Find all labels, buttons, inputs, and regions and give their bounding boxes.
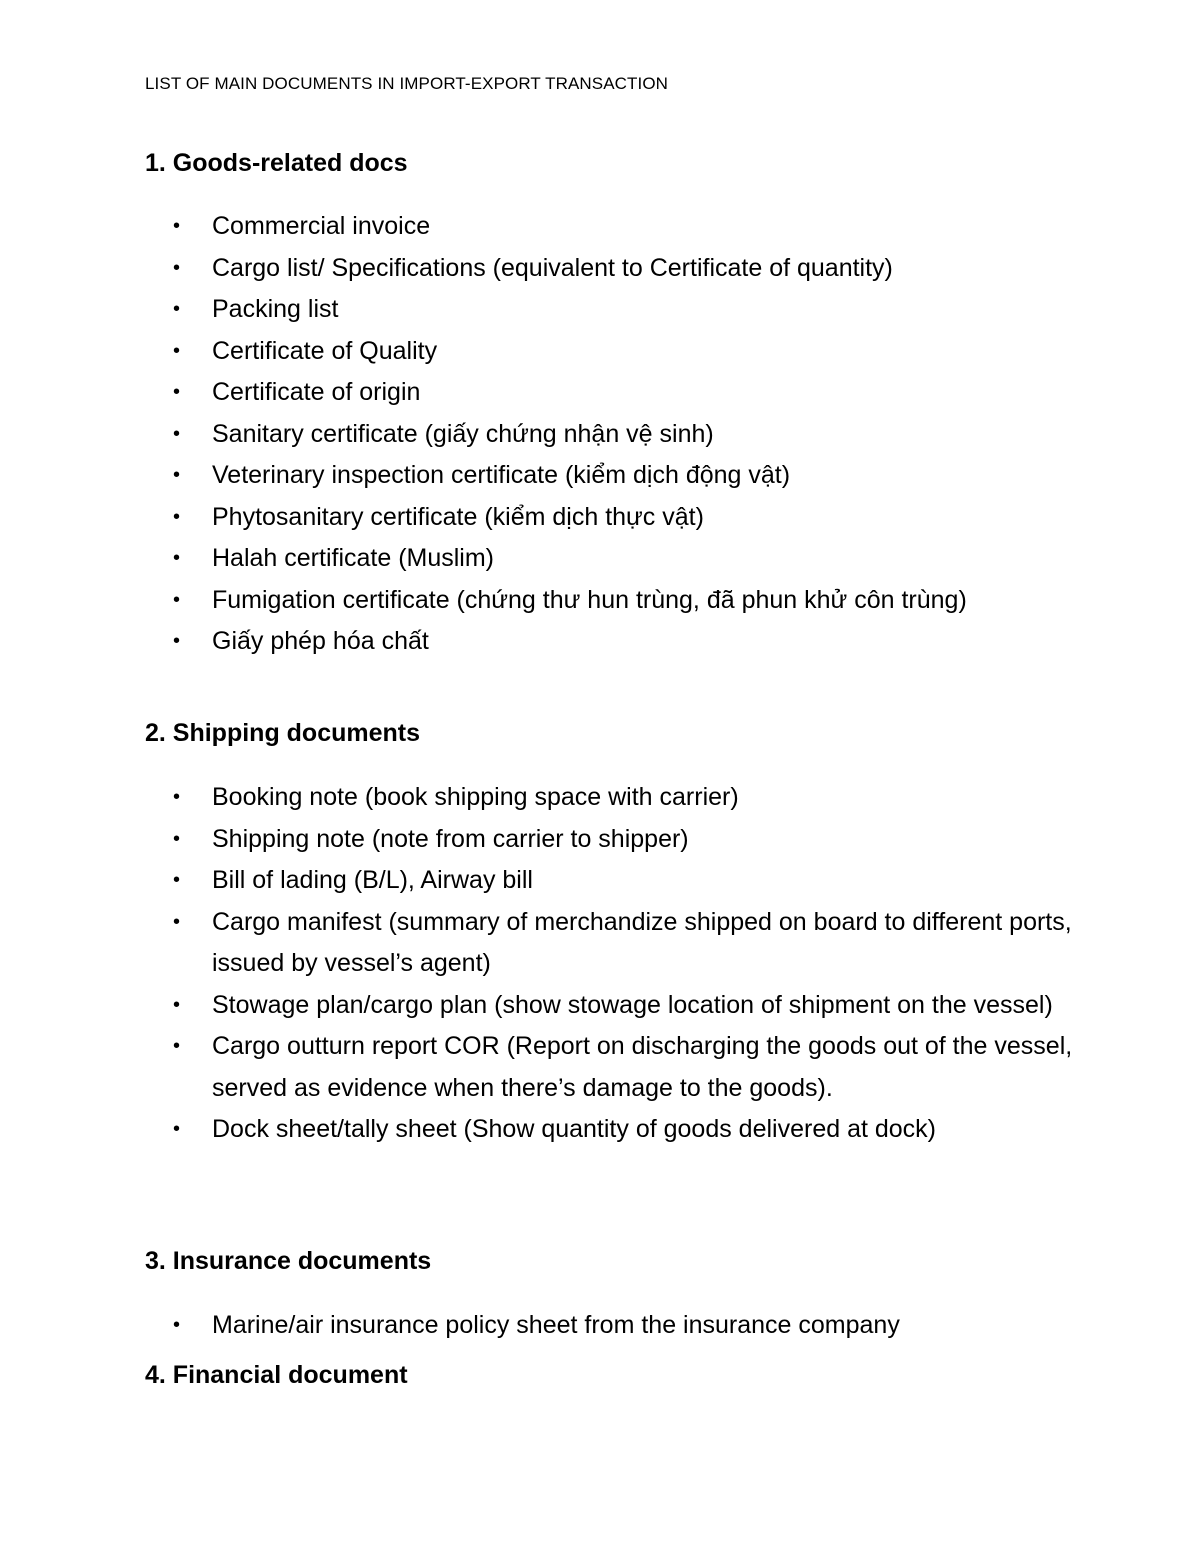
list-item-text: Cargo list/ Specifications (equivalent to Certificate of quantity) [212, 253, 893, 282]
list-item [145, 902, 1095, 985]
bullet-icon: • [173, 1035, 181, 1057]
list-item [145, 497, 1095, 539]
bullet-icon: • [173, 827, 181, 850]
bullet-icon: • [173, 547, 181, 569]
list-item [145, 248, 1095, 290]
section-heading: 4. Financial document [145, 1361, 408, 1389]
bullet-icon: • [173, 630, 181, 652]
section-heading: 3. Insurance documents [145, 1247, 432, 1275]
section-heading: 1. Goods-related docs [145, 149, 408, 177]
section-financial-document [145, 1360, 1095, 1390]
list-item-text: Phytosanitary certificate (kiểm dịch thực vật) [212, 502, 704, 531]
list-item [145, 580, 1095, 622]
list-item-text: Commercial invoice [212, 212, 431, 240]
list-item [145, 206, 1095, 248]
list-item [145, 777, 1095, 819]
bullet-list [145, 206, 1095, 663]
section-shipping-documents [145, 718, 1095, 1151]
list-item-text: Halah certificate (Muslim) [212, 544, 495, 572]
bullet-icon: • [173, 1118, 181, 1140]
list-item [145, 860, 1095, 902]
bullet-icon: • [173, 1314, 181, 1336]
bullet-icon: • [173, 869, 181, 891]
list-item-text: Cargo manifest (summary of merchandize shipped on board to different ports, issued by vessel’s agent) [212, 907, 1072, 977]
bullet-icon: • [173, 588, 181, 611]
section-insurance-documents [145, 1246, 1095, 1347]
list-item [145, 455, 1095, 497]
bullet-icon: • [173, 910, 181, 933]
bullet-list [145, 1305, 1095, 1347]
list-item-text: Bill of lading (B/L), Airway bill [212, 866, 533, 894]
list-item-text: Booking note (book shipping space with carrier) [212, 783, 739, 811]
list-item [145, 1026, 1095, 1109]
bullet-icon: • [173, 215, 181, 237]
list-item-text: Marine/air insurance policy sheet from the insurance company [212, 1311, 900, 1339]
list-item [145, 414, 1095, 456]
list-item-text: Fumigation certificate (chứng thư hun trùng, đã phun khử côn trùng) [212, 585, 967, 614]
bullet-icon: • [173, 422, 181, 445]
document-header-title: LIST OF MAIN DOCUMENTS IN IMPORT-EXPORT TRANSACTION [145, 74, 669, 93]
bullet-icon: • [173, 786, 181, 808]
bullet-icon: • [173, 464, 181, 486]
section-goods-related-docs [145, 148, 1095, 663]
list-item-text: Sanitary certificate (giấy chứng nhận vệ sinh) [212, 419, 714, 448]
list-item [145, 289, 1095, 331]
bullet-icon: • [173, 256, 181, 279]
list-item-text: Cargo outturn report COR (Report on discharging the goods out of the vessel, served as evidence when there’s damage to the goods). [212, 1032, 1073, 1102]
list-item-text: Packing list [212, 295, 339, 323]
list-item-text: Giấy phép hóa chất [212, 627, 429, 655]
list-item [145, 1109, 1095, 1151]
list-item [145, 1305, 1095, 1347]
list-item-text: Certificate of origin [212, 378, 421, 406]
list-item [145, 819, 1095, 861]
list-item [145, 985, 1095, 1027]
bullet-icon: • [173, 298, 181, 320]
list-item-text: Shipping note (note from carrier to shipper) [212, 824, 689, 853]
bullet-icon: • [173, 339, 181, 362]
list-item-text: Stowage plan/cargo plan (show stowage location of shipment on the vessel) [212, 990, 1053, 1019]
list-item-text: Certificate of Quality [212, 336, 438, 365]
section-heading: 2. Shipping documents [145, 719, 421, 747]
bullet-list [145, 777, 1095, 1151]
bullet-icon: • [173, 505, 181, 528]
list-item-text: Dock sheet/tally sheet (Show quantity of goods delivered at dock) [212, 1115, 937, 1143]
bullet-icon: • [173, 381, 181, 403]
list-item [145, 621, 1095, 663]
list-item [145, 538, 1095, 580]
list-item [145, 331, 1095, 373]
bullet-icon: • [173, 993, 181, 1016]
list-item [145, 372, 1095, 414]
list-item-text: Veterinary inspection certificate (kiểm dịch động vật) [212, 461, 791, 489]
